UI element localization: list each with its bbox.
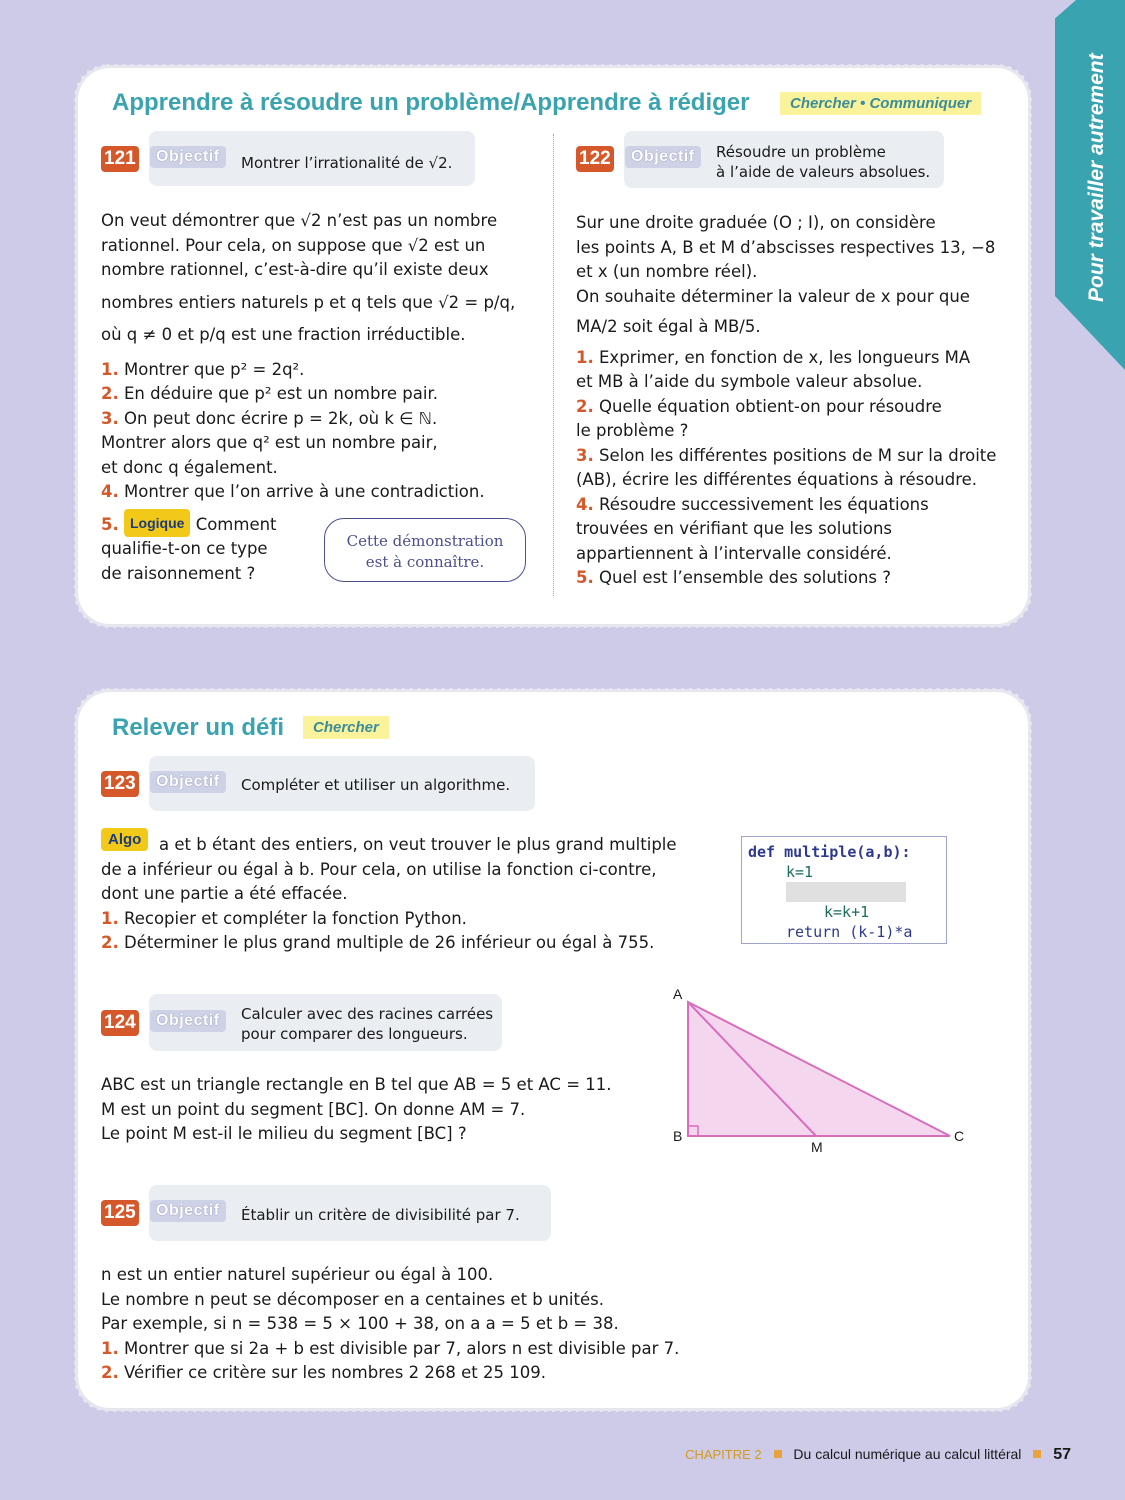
ex124-body [101, 1073, 661, 1147]
ex121-q3-line2: Montrer alors que q² est un nombre pair, [101, 433, 438, 452]
ex123-objectif-label: Objectif [150, 771, 226, 793]
ex122-q4-line2: trouvées en vérifiant que les solutions [576, 519, 893, 538]
bubble-line-2: est à connaître. [365, 553, 485, 571]
code-line-return: return (k-1)*a [786, 923, 913, 941]
ex124-line-2: M est un point du segment [BC]. On donne AM = 7. [101, 1099, 526, 1119]
section2-title: Relever un défi [112, 714, 285, 741]
ex122-objectif-line-1: Résoudre un problème [716, 143, 886, 161]
ex121-objectif-text: Montrer l’irrationalité de √2. [241, 154, 453, 172]
ex124-objectif-text [241, 1004, 493, 1044]
footer-chapter: CHAPITRE 2 [685, 1447, 762, 1462]
bubble-line-1: Cette démonstration [346, 532, 504, 550]
ex121-q3-line3: et donc q également. [101, 457, 278, 477]
ex124-objectif-line-2: pour comparer des longueurs. [241, 1025, 468, 1043]
ex122-q4: 4. Résoudre successivement les équations [576, 494, 929, 514]
footer-square-1 [774, 1450, 782, 1458]
algo-badge: Algo [101, 828, 148, 851]
ex122-line-3: et x (un nombre réel). [576, 262, 758, 281]
ex121-intro-1: On veut démontrer que √2 n’est pas un nombre [101, 211, 498, 230]
code-erased-block [786, 882, 906, 902]
demo-note-bubble [324, 518, 526, 582]
side-tab-label-svg [1075, 40, 1115, 310]
ex121-intro-3: nombre rationnel, c’est-à-dire qu’il existe deux [101, 260, 489, 279]
ex125-line-3: Par exemple, si n = 538 = 5 × 100 + 38, on a a = 5 et b = 38. [101, 1314, 619, 1333]
ex122-q1: 1. Exprimer, en fonction de x, les longueurs MA [576, 347, 971, 367]
footer-page-number: 57 [1053, 1446, 1071, 1463]
ex125-q1: 1. Montrer que si 2a + b est divisible par 7, alors n est divisible par 7. [101, 1338, 680, 1358]
label-M: M [811, 1139, 823, 1155]
ex121-objectif-label: Objectif [150, 146, 226, 168]
ex123-number: 123 [101, 771, 139, 797]
ex125-number: 125 [101, 1200, 139, 1226]
ex122-line-5: MA/2 soit égal à MB/5. [576, 317, 761, 336]
footer-title: Du calcul numérique au calcul littéral [793, 1446, 1022, 1462]
ex121-number: 121 [101, 146, 139, 172]
ex121-q5-line3: de raisonnement ? [101, 563, 256, 583]
ex122-line-1: Sur une droite graduée (O ; I), on considère [576, 213, 936, 232]
column-divider [553, 134, 554, 596]
ex125-q2: 2. Vérifier ce critère sur les nombres 2 268 et 25 109. [101, 1363, 546, 1382]
ex122-line-2: les points A, B et M d’abscisses respectives 13, −8 [576, 237, 996, 257]
ex125-objectif-text: Établir un critère de divisibilité par 7. [241, 1206, 520, 1224]
code-line-def: def multiple(a,b): [748, 843, 911, 861]
ex122-q3: 3. Selon les différentes positions de M sur la droite [576, 445, 997, 465]
ex121-q3: 3. On peut donc écrire p = 2k, où k ∈ ℕ. [101, 408, 438, 428]
label-B: B [673, 1128, 683, 1144]
ex123-line-1: a et b étant des entiers, on veut trouver le plus grand multiple [159, 835, 677, 854]
ex123-line-2: de a inférieur ou égal à b. Pour cela, on utilise la fonction ci-contre, [101, 859, 657, 879]
section1-tag: Chercher • Communiquer [780, 92, 981, 115]
ex124-objectif-line-1: Calculer avec des racines carrées [241, 1005, 494, 1023]
ex123-objectif-text: Compléter et utiliser un algorithme. [241, 776, 511, 794]
ex122-q5: 5. Quel est l’ensemble des solutions ? [576, 568, 892, 587]
ex123-q2: 2. Déterminer le plus grand multiple de 26 inférieur ou égal à 755. [101, 933, 655, 952]
triangle-abc [688, 1002, 950, 1136]
ex124-line-3: Le point M est-il le milieu du segment [BC] ? [101, 1124, 467, 1143]
ex122-q2: 2. Quelle équation obtient-on pour résoudre [576, 396, 942, 416]
ex122-line-4: On souhaite déterminer la valeur de x pour que [576, 286, 970, 306]
ex124-line-1: ABC est un triangle rectangle en B tel que AB = 5 et AC = 11. [101, 1075, 612, 1094]
footer-square-2 [1033, 1450, 1041, 1458]
ex123-body [101, 833, 721, 956]
ex125-objectif-label: Objectif [150, 1200, 226, 1222]
label-C: C [954, 1128, 965, 1144]
ex125-line-1: n est un entier naturel supérieur ou égal à 100. [101, 1265, 494, 1284]
section1-title: Apprendre à résoudre un problème/Apprendre à rédiger [112, 89, 750, 116]
triangle-figure [665, 985, 975, 1155]
ex122-number: 122 [576, 146, 614, 172]
ex125-line-2: Le nombre n peut se décomposer en a centaines et b unités. [101, 1289, 604, 1309]
ex125-body [101, 1263, 801, 1386]
side-tab-label: Pour travailler autrement [1085, 53, 1108, 302]
code-line-increment: k=k+1 [824, 903, 870, 921]
logique-badge: Logique [124, 509, 190, 538]
ex122-objectif-text [716, 142, 930, 182]
ex123-line-3: dont une partie a été effacée. [101, 884, 348, 903]
ex122-q4-line3: appartiennent à l’intervalle considéré. [576, 543, 892, 563]
ex121-q5: 5. Logique Comment [101, 509, 541, 538]
ex124-objectif-label: Objectif [150, 1010, 226, 1032]
section2-tag: Chercher [303, 716, 389, 739]
ex121-intro-4: nombres entiers naturels p et q tels que √2 = p/q, [101, 292, 516, 312]
ex122-q1-line2: et MB à l’aide du symbole valeur absolue. [576, 372, 923, 391]
code-line-init: k=1 [786, 863, 814, 881]
label-A: A [673, 986, 683, 1002]
ex121-q2: 2. En déduire que p² est un nombre pair. [101, 384, 438, 403]
page-footer [685, 1446, 1071, 1464]
ex122-q2-line2: le problème ? [576, 421, 689, 440]
ex122-objectif-line-2: à l’aide de valeurs absolues. [716, 163, 931, 181]
ex122-q3-line2: (AB), écrire les différentes équations à résoudre. [576, 470, 978, 489]
ex121-q4: 4. Montrer que l’on arrive à une contradiction. [101, 482, 485, 501]
ex124-number: 124 [101, 1010, 139, 1036]
ex121-q1: 1. Montrer que p² = 2q². [101, 359, 305, 379]
ex122-objectif-label: Objectif [625, 146, 701, 168]
ex122-body [576, 211, 1016, 591]
ex121-intro-2: rationnel. Pour cela, on suppose que √2 est un [101, 235, 486, 255]
python-code-block [741, 836, 947, 944]
ex121-q5-line2: qualifie-t-on ce type [101, 539, 268, 558]
ex121-intro-5: où q ≠ 0 et p/q est une fraction irréductible. [101, 325, 466, 344]
ex123-q1: 1. Recopier et compléter la fonction Python. [101, 908, 467, 928]
